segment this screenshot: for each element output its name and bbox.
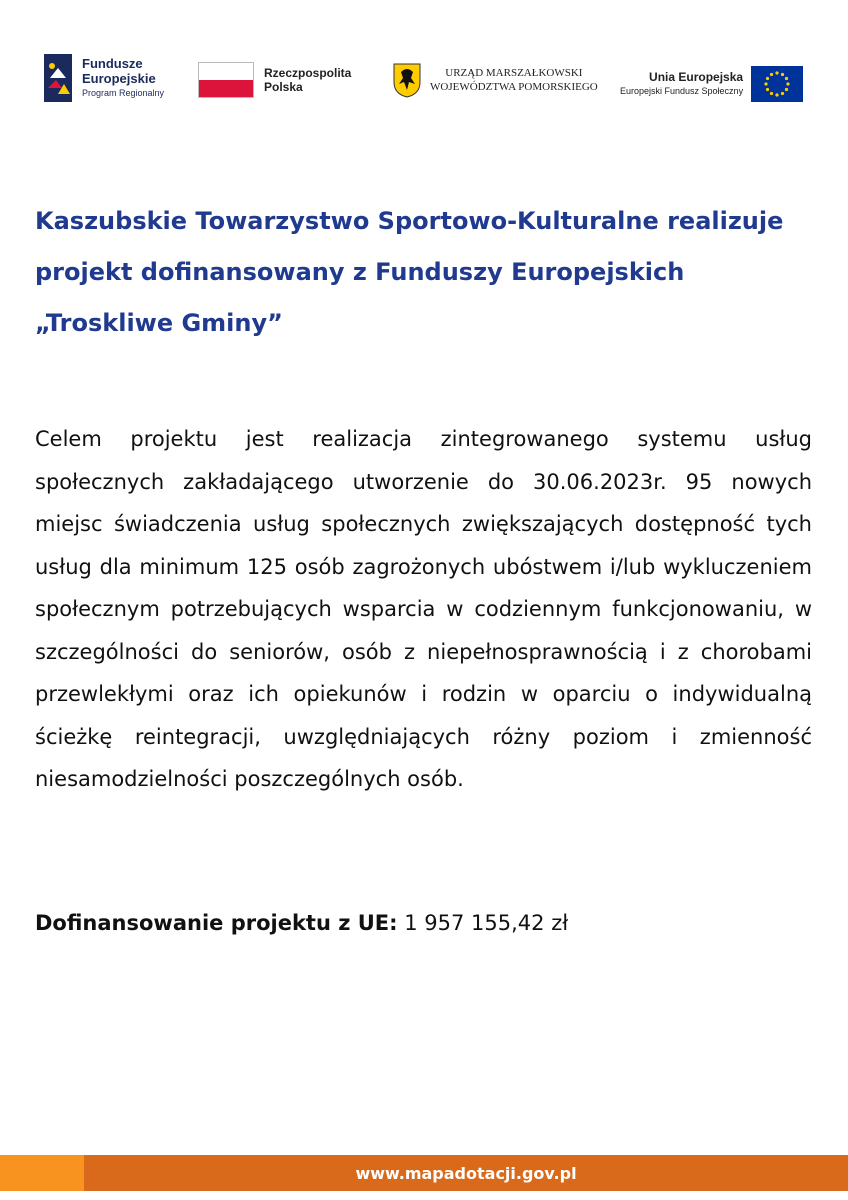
- rzeczpospolita-line1: Rzeczpospolita: [264, 66, 352, 80]
- unia-line2: Europejski Fundusz Społeczny: [620, 86, 744, 96]
- fundusze-line3: Program Regionalny: [82, 87, 165, 98]
- fundusze-europejskie-icon: [44, 54, 72, 102]
- footer-url-link[interactable]: www.mapadotacji.gov.pl: [355, 1163, 577, 1183]
- footer-accent: [0, 1155, 84, 1191]
- logo-bar: [0, 0, 848, 130]
- urzad-line1: URZĄD MARSZAŁKOWSKI: [445, 67, 583, 79]
- polish-flag-icon: [198, 62, 254, 98]
- project-description: Celem projektu jest realizacja zintegrowanego systemu usług społecznych zakładającego utworzenie do 30.06.2023r. 95 nowych miejsc świadczenia usług społecznych zwiększających dostępność tych usług dla minimum 125 osób zagrożonych ubóstwem i/lub wykluczeniem społecznym potrzebujących wsparcia w codziennym funkcjonowaniu, w szczególności do seniorów, osób z niepełnosprawnością i z chorobami przewlekłymi oraz ich opiekunów i rodzin w oparciu o indywidualną ścieżkę reintegracji, uwzględniających różny poziom i zmienność niesamodzielności poszczególnych osób.: [35, 427, 812, 791]
- eu-flag-icon: [751, 66, 803, 102]
- rzeczpospolita-logo: [198, 62, 351, 98]
- footer-bar: [0, 1155, 848, 1191]
- unia-line1: Unia Europejska: [649, 70, 744, 84]
- fundusze-line1: Fundusze: [82, 55, 143, 71]
- page-title: Kaszubskie Towarzystwo Sportowo-Kulturalne realizuje projekt dofinansowany z Funduszy Europejskich „Troskliwe Gminy”: [35, 207, 784, 337]
- funding-line: [35, 902, 812, 944]
- urzad-line2: WOJEWÓDZTWA POMORSKIEGO: [430, 81, 598, 93]
- urzad-marszalkowski-logo: [392, 62, 598, 98]
- footer-main: [84, 1155, 848, 1191]
- pomorskie-griffin-icon: [392, 62, 422, 98]
- fundusze-line2: Europejskie: [82, 70, 156, 86]
- fundusze-europejskie-logo: [44, 54, 164, 102]
- unia-europejska-logo: [620, 66, 803, 102]
- funding-label: Dofinansowanie projektu z UE:: [35, 911, 398, 935]
- funding-amount: 1 957 155,42 zł: [404, 911, 569, 935]
- rzeczpospolita-line2: Polska: [264, 80, 303, 94]
